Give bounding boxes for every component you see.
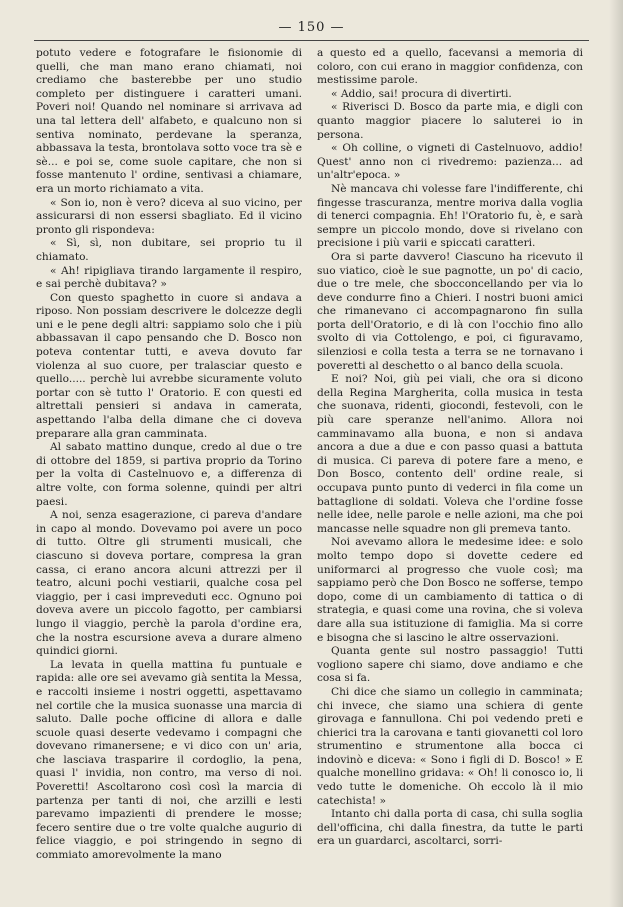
header-rule <box>34 40 589 41</box>
paragraph: « Ah! ripigliava tirando largamente il respiro, e sai perchè dubitava? » <box>36 264 302 291</box>
paragraph: « Son io, non è vero? diceva al suo vicino, per assicurarsi di non essersi sbagliato. Ed il vicino pronto gli rispondeva: <box>36 196 302 236</box>
paragraph: Al sabato mattino dunque, credo al due o tre di ottobre del 1859, si partiva proprio da Torino per la volta di Castelnuovo e, a differenza di altre volte, con forma solenne, quindi per altri paesi. <box>36 441 302 508</box>
page-edge-shadow <box>609 0 623 907</box>
paragraph: Quanta gente sul nostro passaggio! Tutti vogliono sapere chi siamo, dove andiamo e che cosa si fa. <box>317 645 583 685</box>
paragraph: Intanto chi dalla porta di casa, chi sulla soglia dell'officina, chi dalla finestra, da tutte le parti era un guardarci, ascoltarci, sorri- <box>317 808 583 848</box>
paragraph: Chi dice che siamo un collegio in camminata; chi invece, che siamo una schiera di gente girovaga e fannullona. Chi poi vedendo preti e chierici tra la carovana e tanti giovanetti col loro strumentino e strumentone alla bocca ci indovinò e diceva: « Sono i figli di D. Bosco! » E qualche monellino gridava: « Oh! li conosco io, li vedo tutte le domeniche. Oh eccolo là il mio catechista! » <box>317 685 583 807</box>
paragraph: Ora si parte davvero! Ciascuno ha ricevuto il suo viatico, cioè le sue pagnotte, un po' di cacio, due o tre mele, che sbocconcellando per via lo deve condurre fino a Chieri. I nostri buoni amici che rimanevano ci accompagnarono fin sulla porta dell'Oratorio, e di là con l'occhio fino allo svolto di via Cottolengo, e poi, ci figuravamo, silenziosi e colla testa a terra se ne tornavano i poveretti al deschetto o al banco della scuola. <box>317 250 583 372</box>
paragraph: Con questo spaghetto in cuore si andava a riposo. Non possiam descrivere le dolcezze degli uni e le pene degli altri: sappiamo solo che i più abbassavan il capo pensando che D. Bosco non poteva contentar tutti, e aveva dovuto far violenza al suo cuore, per tralasciar questo e quello..... perchè lui avrebbe sicuramente voluto portar con sè tutto l' Oratorio. E con questi ed altrettali pensieri si andava in camerata, aspettando l'alba della dimane che ci doveva preparare alla gran camminata. <box>36 291 302 440</box>
paragraph: potuto vedere e fotografare le fisionomie di quelli, che man mano erano chiamati, noi crediamo che basterebbe per uno studio completo per distinguere i caratteri umani. Poveri noi! Quando nel nominare si arrivava ad una tal lettera dell' alfabeto, e qualcuno non si sentiva nominato, perdevane la speranza, abbassava la testa, brontolava sotto voce tra sè e sè... e poi se, come suole capitare, che non si fosse mantenuto l' ordine, sentivasi a chiamare, era un morto richiamato a vita. <box>36 47 302 195</box>
paragraph: « Addio, sai! procura di divertirti. <box>331 87 512 100</box>
paragraph: « Sì, sì, non dubitare, sei proprio tu il chiamato. <box>36 237 302 263</box>
paragraph: « Oh colline, o vigneti di Castelnuovo, addio! Quest' anno non ci rivedremo: pazienza... ad un'altr'epoca. » <box>317 142 583 182</box>
paragraph: « Riverisci D. Bosco da parte mia, e digli con quanto maggior piacere lo saluterei io in persona. <box>317 101 583 141</box>
page-number: — 150 — <box>278 20 345 35</box>
paragraph: La levata in quella mattina fu puntuale e rapida: alle ore sei avevamo già sentita la Messa, e raccolti insieme i nostri oggetti, aspettavamo nel cortile che la musica suonasse una marcia di saluto. Dalle poche officine di allora e dalle scuole quasi deserte vedevamo i compagni che dovevano rimanersene; e vi dico con un' aria, che lasciava trasparire il cordoglio, la pena, quasi l' invidia, non contro, ma verso di noi. Poveretti! Ascoltarono così così la marcia di partenza per tanti di noi, che arzilli e lesti parevamo impazienti di prendere le mosse; fecero sentire due o tre volte qualche augurio di felice viaggio, e poi stringendo in segno di commiato amorevolmente la mano <box>36 658 302 862</box>
paragraph: Noi avevamo allora le medesime idee: e solo molto tempo dopo si dovette cedere ed uniformarci al progresso che vuole così; ma sappiamo però che Don Bosco ne sofferse, tempo dopo, come di un cambiamento di tattica o di strategia, e quasi come una rovina, che si voleva dare alla sua istituzione di famiglia. Ma si corre e bisogna che si lascino le altre osservazioni. <box>317 536 583 644</box>
paragraph: a questo ed a quello, facevansi a memoria di coloro, con cui erano in maggior confidenza, con mestissime parole. <box>317 47 583 87</box>
paragraph: E noi? Noi, giù pei viali, che ora si dicono della Regina Margherita, colla musica in testa che suonava, ridenti, giocondi, festevoli, con le più care speranze nell'animo. Allora noi camminavamo alla buona, e non si andava ancora a due a due e con passo quasi a battuta di musica. Ci pareva di potere fare a meno, e Don Bosco, contento dell' ordine reale, si occupava punto punto di vederci in fila come un battaglione di soldati. Voleva che l'ordine fosse nelle idee, nelle parole e nelle azioni, ma che poi mancasse nelle squadre non gli premeva tanto. <box>317 373 583 535</box>
paragraph: Nè mancava chi volesse fare l'indifferente, chi fingesse trascuranza, mentre moriva dalla voglia di tenerci compagnia. Eh! l'Oratorio fu, è, e sarà sempre un piccolo mondo, dove si rivelano con precisione i più varii e spiccati caratteri. <box>317 182 583 250</box>
left-column <box>36 47 302 863</box>
paragraph: A noi, senza esagerazione, ci pareva d'andare in capo al mondo. Dovevamo poi avere un poco di tutto. Oltre gli strumenti musicali, che ciascuno si doveva portare, compresa la gran cassa, ci erano ancora alcuni attrezzi per il teatro, alcuni pochi vestiarii, qualche cosa pel viaggio, per i casi impreveduti ecc. Ognuno poi doveva avere un piccolo fagotto, per cambiarsi lungo il viaggio, perchè la parola d'ordine era, che la nostra escursione aveva a durare almeno quindici giorni. <box>36 509 302 658</box>
right-column <box>317 47 583 849</box>
